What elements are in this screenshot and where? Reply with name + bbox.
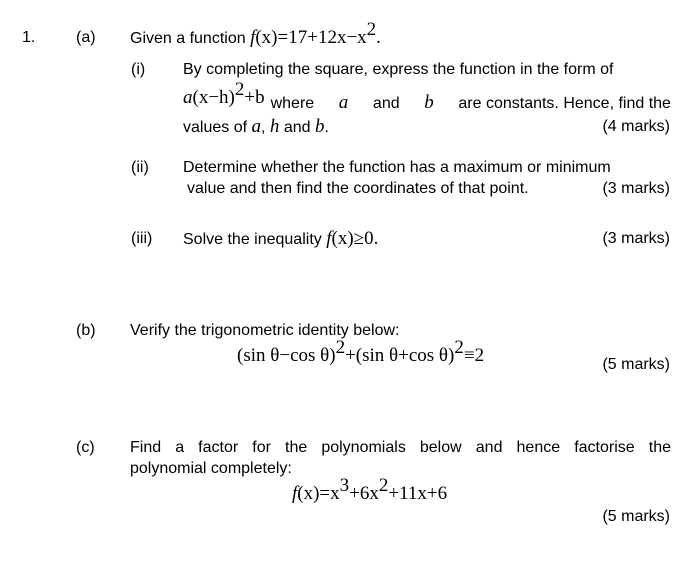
poly-x: (x)=x	[297, 483, 340, 504]
period: .	[324, 119, 329, 136]
part-a-intro	[130, 19, 381, 49]
part-a-iii-label: (iii)	[131, 230, 153, 247]
part-a-i-line2	[183, 79, 671, 113]
and-text-1: and	[372, 95, 400, 112]
var-b: b	[424, 92, 434, 113]
identity-power-1: 2	[335, 337, 346, 358]
var-b-2: b	[315, 116, 325, 137]
form-tail: +b	[244, 87, 265, 108]
part-a-i-line1: By completing the square, express the function in the form of	[183, 61, 614, 78]
part-c-label: (c)	[76, 439, 95, 456]
part-a-intro-text: Given a function	[130, 30, 246, 47]
function-power: 2	[366, 19, 377, 40]
ineq-rest: (x)≥0	[331, 228, 374, 249]
part-c-line2: polynomial completely:	[130, 460, 292, 477]
part-a-ii-line2: value and then find the coordinates of that point.	[187, 180, 529, 197]
part-c-line1	[130, 438, 671, 458]
var-a-2: a	[251, 116, 261, 137]
part-a-label: (a)	[76, 29, 96, 46]
comma: ,	[261, 119, 266, 136]
identity-right: ≡2	[463, 345, 485, 366]
part-c-marks: (5 marks)	[602, 508, 670, 525]
ineq-f: f	[326, 228, 332, 249]
where-text: where	[270, 95, 315, 112]
part-a-i-line3	[183, 117, 329, 138]
polynomial	[292, 475, 448, 505]
identity	[237, 337, 485, 367]
poly-f: f	[292, 483, 298, 504]
form-a: a	[183, 87, 193, 108]
part-c-line1-text: Find a factor for the polynomials below and hence factorise the	[130, 439, 671, 456]
poly-power-2: 2	[378, 475, 389, 496]
var-a: a	[338, 92, 349, 113]
form-power: 2	[234, 79, 245, 100]
poly-power-1: 3	[339, 475, 350, 496]
and-text-2: and	[283, 119, 311, 136]
ineq-period: .	[373, 228, 379, 249]
part-a-ii-label: (ii)	[131, 159, 149, 176]
part-b-label: (b)	[76, 322, 96, 339]
line2-rest: are constants. Hence, find the	[458, 95, 671, 112]
poly-tail: +11x+6	[388, 483, 448, 504]
identity-power-2: 2	[454, 337, 464, 358]
function-rhs: =17+12x−x	[277, 27, 367, 48]
form-mid: (x−h)	[192, 87, 235, 108]
part-a-iii-marks: (3 marks)	[602, 230, 670, 247]
identity-left: (sin θ−cos θ)	[237, 345, 336, 366]
poly-mid: +6x	[349, 483, 379, 504]
part-a-ii-marks: (3 marks)	[602, 180, 670, 197]
values-of-text: values of	[183, 119, 248, 136]
part-a-i-label: (i)	[131, 61, 146, 78]
part-b-marks: (5 marks)	[602, 356, 670, 373]
identity-mid: +(sin θ+cos θ)	[345, 345, 455, 366]
function-f: f	[250, 27, 256, 48]
question-number: 1.	[22, 29, 36, 46]
function-tail: .	[376, 27, 381, 48]
part-a-i-marks: (4 marks)	[602, 118, 670, 135]
part-a-ii-line1: Determine whether the function has a maximum or minimum	[183, 159, 611, 176]
part-a-iii-text	[183, 229, 378, 250]
var-h: h	[269, 116, 280, 137]
solve-text: Solve the inequality	[183, 231, 322, 248]
function-arg: (x)	[255, 27, 278, 48]
part-b-text: Verify the trigonometric identity below:	[130, 322, 400, 339]
